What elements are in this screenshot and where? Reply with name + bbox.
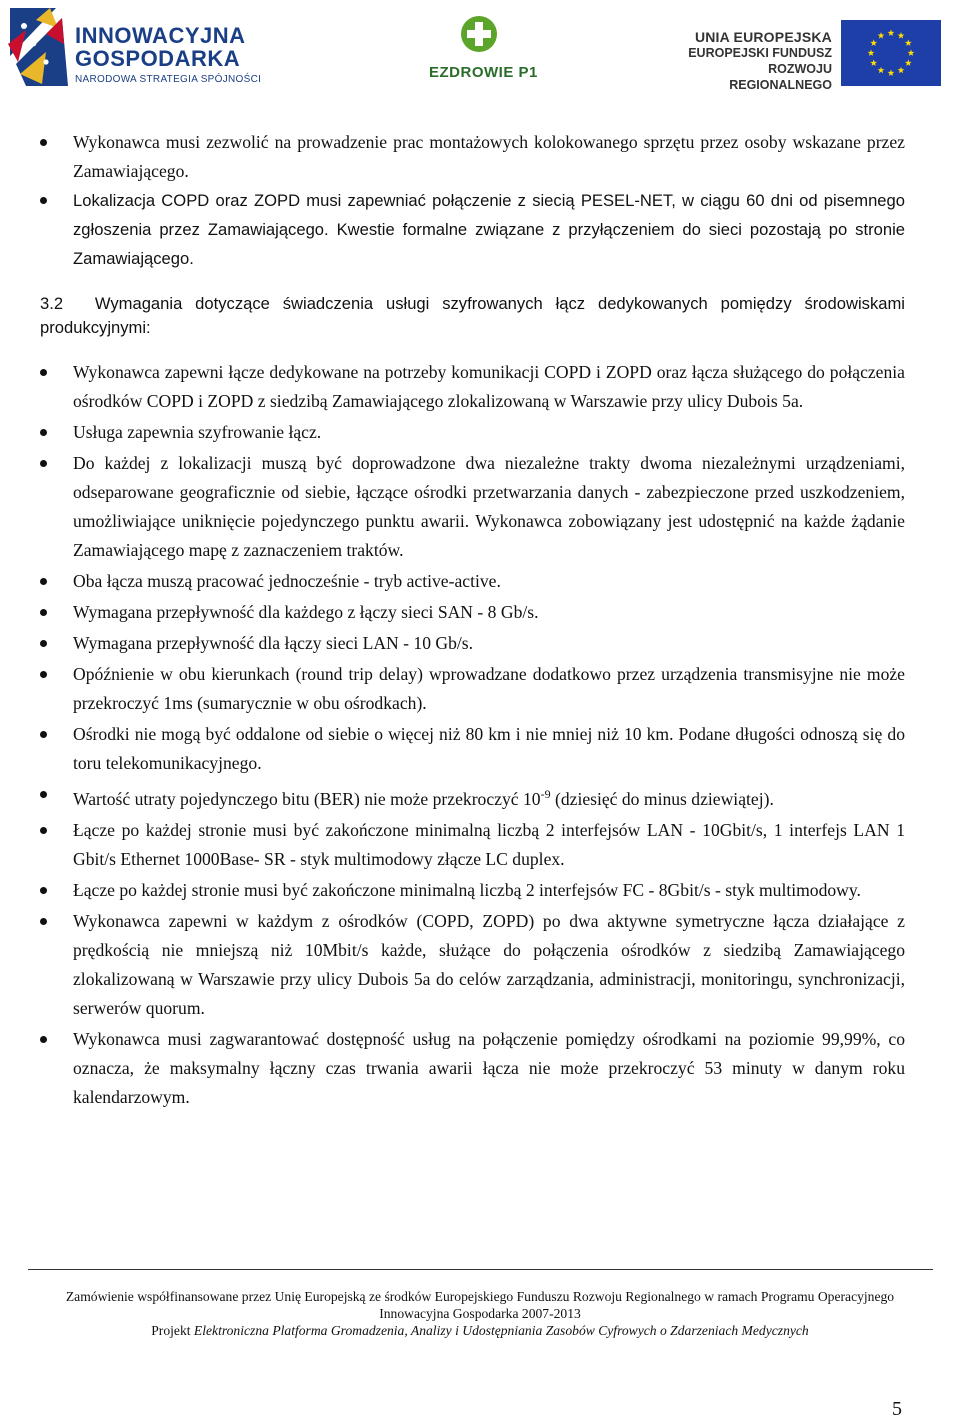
list-item: Oba łącza muszą pracować jednocześnie - tryb active-active. xyxy=(40,567,905,596)
list-item: Łącze po każdej stronie musi być zakończone minimalną liczbą 2 interfejsów FC - 8Gbit/s - styk multimodowy. xyxy=(40,876,905,905)
footer-line-2: Innowacyjna Gospodarka 2007-2013 xyxy=(379,1306,581,1321)
ezdrowie-p1-logo xyxy=(426,14,536,84)
eu-flag-icon xyxy=(841,20,941,86)
ue-line-3: ROZWOJU REGIONALNEGO xyxy=(729,62,832,92)
bullet-list-2 xyxy=(40,358,905,1112)
list-item: Wymagana przepływność dla łączy sieci LAN - 10 Gb/s. xyxy=(40,629,905,658)
ber-text-2: (dziesięć do minus dziewiątej). xyxy=(550,788,774,809)
footer-divider xyxy=(0,1269,960,1270)
list-item: Usługa zapewnia szyfrowanie łącz. xyxy=(40,418,905,447)
list-item: Wykonawca musi zezwolić na prowadzenie prac montażowych kolokowanego sprzętu przez osoby wskazane przez Zamawiającego. xyxy=(40,128,905,186)
list-item: Łącze po każdej stronie musi być zakończone minimalną liczbą 2 interfejsów LAN - 10Gbit/s, 1 interfejs LAN 1 Gbit/s Ethernet 1000Base- SR - styk multimodowy złącze LC duplex. xyxy=(40,816,905,874)
section-number: 3.2 xyxy=(40,294,64,313)
footer-line-3 xyxy=(0,1322,960,1339)
logo-line-1: INNOWACYJNA xyxy=(75,23,246,48)
footer xyxy=(0,1288,960,1339)
ber-text: Wartość utraty pojedynczego bitu (BER) nie może przekroczyć 10 xyxy=(73,788,541,809)
footer-project-title: Elektroniczna Platforma Gromadzenia, Analizy i Udostępniania Zasobów Cyfrowych o Zdarzeniach Medycznych xyxy=(193,1323,809,1338)
list-item: Wykonawca musi zagwarantować dostępność usług na połączenie pomiędzy ośrodkami na poziomie 99,99%, co oznacza, że maksymalny łączny czas trwania awarii łącza nie może przekroczyć 53 minuty w danym roku kalendarzowym. xyxy=(40,1025,905,1112)
innowacyjna-gospodarka-emblem-icon xyxy=(6,4,72,90)
ue-line-1: UNIA EUROPEJSKA xyxy=(694,29,832,45)
list-item: Opóźnienie w obu kierunkach (round trip delay) wprowadzane dodatkowo przez urządzenia transmisyjne nie może przekroczyć 1ms (sumarycznie w obu ośrodkach). xyxy=(40,660,905,718)
list-item xyxy=(40,780,905,814)
page-number: 5 xyxy=(892,1398,902,1420)
bullet-list-1 xyxy=(40,128,905,273)
section-title: Wymagania dotyczące świadczenia usługi szyfrowanych łącz dedykowanych pomiędzy środowiskami produkcyjnymi: xyxy=(40,294,905,337)
innowacyjna-gospodarka-logo xyxy=(6,4,261,90)
ezdrowie-text: EZDROWIE P1 xyxy=(429,64,538,81)
ber-exponent: -9 xyxy=(540,787,551,801)
logo-line-3: NARODOWA STRATEGIA SPÓJNOŚCI xyxy=(75,74,262,85)
footer-project-prefix: Projekt xyxy=(151,1323,194,1338)
section-heading xyxy=(40,292,905,340)
list-item: Ośrodki nie mogą być oddalone od siebie o więcej niż 80 km i nie mniej niż 10 km. Podane długości odnoszą się do toru telekomunikacyjnego. xyxy=(40,720,905,778)
list-item: Wymagana przepływność dla każdego z łączy sieci SAN - 8 Gb/s. xyxy=(40,598,905,627)
logo-line-2: GOSPODARKA xyxy=(75,46,241,71)
footer-line-1: Zamówienie współfinansowane przez Unię Europejską ze środków Europejskiego Funduszu Rozwoju Regionalnego w ramach Programu Operacyjnego xyxy=(65,1289,895,1304)
list-item: Lokalizacja COPD oraz ZOPD musi zapewniać połączenie z siecią PESEL-NET, w ciągu 60 dni od pisemnego zgłoszenia przez Zamawiającego. Kwestie formalne związane z przyłączeniem do sieci pozostają po stronie Zamawiającego. xyxy=(40,186,905,273)
unia-europejska-logo xyxy=(683,8,945,92)
list-item: Do każdej z lokalizacji muszą być doprowadzone dwa niezależne trakty dwoma niezależnymi urządzeniami, odseparowane geograficznie od siebie, łączące ośrodki przetwarzania danych - zabezpieczone przed uszkodzeniem, umożliwiające uniknięcie pojedynczego punktu awarii. Wykonawca zobowiązany jest udostępnić na każde żądanie Zamawiającego mapę z zaznaczeniem traktów. xyxy=(40,449,905,565)
list-item: Wykonawca zapewni łącze dedykowane na potrzeby komunikacji COPD i ZOPD oraz łącza służącego do połączenia ośrodków COPD i ZOPD z siedzibą Zamawiającego zlokalizowaną w Warszawie przy ulicy Dubois 5a. xyxy=(40,358,905,416)
document-body xyxy=(40,128,905,1114)
green-cross-icon xyxy=(459,14,499,56)
list-item: Wykonawca zapewni w każdym z ośrodków (COPD, ZOPD) po dwa aktywne symetryczne łącza działające z prędkością nie mniejszą niż 10Mbit/s każde, służące do połączenia ośrodków z siedzibą Zamawiającego zlokalizowaną w Warszawie przy ulicy Dubois 5a do celów zarządzania, administracji, monitoringu, synchronizacji, serwerów quorum. xyxy=(40,907,905,1023)
ue-line-2: EUROPEJSKI FUNDUSZ xyxy=(688,46,832,60)
